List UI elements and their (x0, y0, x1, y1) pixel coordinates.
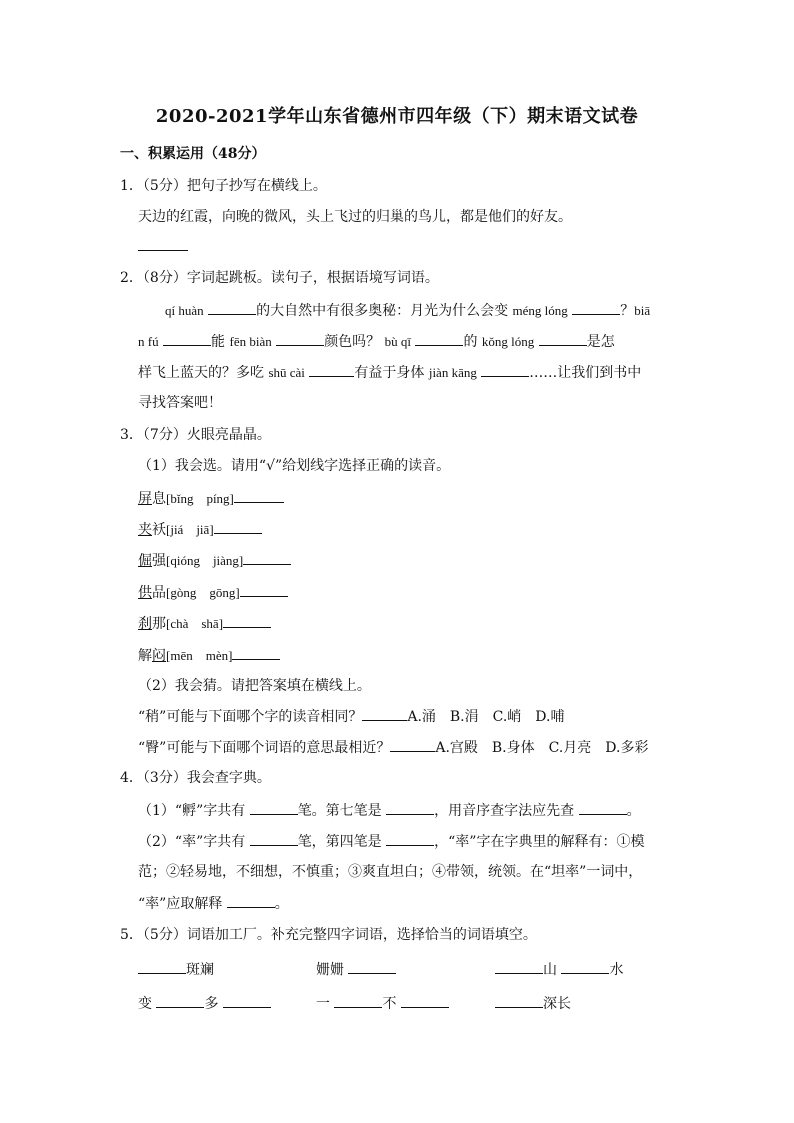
char: 那 (152, 616, 166, 632)
idiom-text: 斑斓 (186, 962, 214, 978)
answer-blank[interactable] (539, 331, 587, 346)
idiom-text: 不 (382, 996, 397, 1012)
underlined-char: 供 (138, 585, 152, 601)
sentence-text: 有益于身体 (354, 365, 425, 381)
answer-blank[interactable] (415, 331, 463, 346)
answer-blank[interactable] (232, 645, 280, 660)
question-text: （1）“孵”字共有 (138, 803, 246, 819)
question-text: 笔，第四笔是 (297, 834, 382, 850)
sentence-text: 样飞上蓝天的？多吃 (138, 365, 264, 381)
answer-blank[interactable] (138, 959, 186, 974)
q3-guess-2 (138, 737, 648, 758)
sentence-text: 是怎 (586, 334, 615, 350)
pronunciation-item (138, 645, 280, 666)
answer-blank[interactable] (223, 993, 271, 1008)
answer-blank[interactable] (163, 331, 211, 346)
q2-line-4: 寻找答案吧！ (138, 395, 222, 411)
idiom-text: 深长 (543, 996, 571, 1012)
pinyin-options: [gòng gōng] (166, 585, 240, 600)
idiom-text: 姗姗 (316, 962, 344, 978)
question-text: “率”应取解释 (138, 896, 223, 912)
answer-blank[interactable] (227, 893, 275, 908)
answer-blank[interactable] (250, 831, 298, 846)
q2-line-1 (165, 300, 650, 321)
question-text: 笔。第七笔是 (297, 803, 382, 819)
idiom-text: 水 (609, 962, 624, 978)
options: A.涌 B.涓 C.峭 D.哺 (407, 709, 565, 725)
char: 息 (152, 491, 166, 507)
question-text: “稍”可能与下面哪个字的读音相同？ (138, 709, 363, 725)
sentence-text: 颜色吗？ (324, 334, 381, 350)
sentence-text: ……让我们到书中 (529, 365, 642, 381)
idiom-text: 变 (138, 996, 152, 1012)
answer-blank[interactable] (579, 800, 627, 815)
pinyin-options: [mēn mèn] (166, 648, 233, 663)
question-text: “臀”可能与下面哪个词语的意思最相近？ (138, 740, 391, 756)
sentence-text: ？ (620, 303, 635, 319)
underlined-char: 屏 (138, 491, 152, 507)
pinyin: kǒng lóng (481, 334, 535, 349)
answer-blank[interactable] (334, 993, 382, 1008)
question-text: ，“率”字在字典里的解释有：①模 (434, 834, 645, 850)
idiom-item (138, 993, 271, 1014)
answer-blank[interactable] (390, 737, 435, 752)
answer-blank[interactable] (495, 959, 543, 974)
answer-blank[interactable] (401, 993, 449, 1008)
idiom-item (138, 959, 214, 980)
sentence-text: 能 (211, 334, 226, 350)
question-text: 。 (274, 896, 289, 912)
answer-blank[interactable] (240, 582, 288, 597)
answer-blank[interactable] (348, 959, 396, 974)
idiom-item (495, 993, 571, 1014)
answer-blank[interactable] (572, 300, 620, 315)
answer-blank[interactable] (223, 613, 271, 628)
pinyin: méng lóng (512, 303, 568, 318)
section-heading: 一、积累运用（48分） (120, 146, 266, 162)
answer-blank[interactable] (561, 959, 609, 974)
question-text: 。 (626, 803, 641, 819)
q4-sub1 (138, 800, 641, 821)
pronunciation-item (138, 550, 291, 571)
q4-sub2-line-2: 范；②轻易地，不细想，不慎重；③爽直坦白；④带领，统领。在“坦率”一词中， (138, 864, 643, 880)
pronunciation-item (138, 488, 284, 509)
q1-heading: 1．（5分）把句子抄写在横线上。 (120, 178, 327, 194)
answer-blank[interactable] (208, 300, 256, 315)
q3-heading: 3．（7分）火眼亮晶晶。 (120, 427, 271, 443)
answer-blank[interactable] (276, 331, 324, 346)
answer-blank[interactable] (234, 488, 284, 503)
pronunciation-item (138, 613, 271, 634)
answer-blank[interactable] (386, 831, 434, 846)
page-title: 2020-2021学年山东省德州市四年级（下）期末语文试卷 (155, 106, 639, 127)
answer-blank[interactable] (243, 550, 291, 565)
pinyin: shū cài (268, 365, 305, 380)
answer-blank[interactable] (250, 800, 298, 815)
pinyin-options: [bǐng píng] (166, 491, 234, 506)
pronunciation-item (138, 582, 288, 603)
underlined-char: 刹 (138, 616, 152, 632)
underlined-char: 闷 (152, 648, 166, 664)
q1-answer-line[interactable] (138, 236, 188, 257)
idiom-text: 山 (543, 962, 557, 978)
char: 强 (152, 553, 166, 569)
idiom-item (316, 993, 449, 1014)
answer-blank[interactable] (495, 993, 543, 1008)
q1-sentence: 天边的红霞，向晚的微风，头上飞过的归巢的鸟儿，都是他们的好友。 (138, 209, 572, 225)
idiom-text: 多 (204, 996, 219, 1012)
q5-heading: 5．（5分）词语加工厂。补充完整四字词语，选择恰当的词语填空。 (120, 927, 537, 943)
idiom-item (495, 959, 623, 980)
q3-sub1: （1）我会选。请用“√”给划线字选择正确的读音。 (138, 458, 451, 474)
pinyin-options: [jiá jiā] (166, 522, 214, 537)
q3-guess-1 (138, 706, 564, 727)
pinyin: qí huàn (165, 303, 204, 318)
idiom-item (316, 959, 396, 980)
sentence-text: 的大自然中有很多奥秘：月光为什么会变 (256, 303, 509, 319)
q3-sub2: （2）我会猜。请把答案填在横线上。 (138, 678, 371, 694)
q2-line-2 (138, 331, 615, 352)
idiom-text: 一 (316, 996, 330, 1012)
q4-sub2-line-3 (138, 893, 289, 914)
pinyin: jiàn kāng (428, 365, 477, 380)
q2-heading: 2．（8分）字词起跳板。读句子，根据语境写词语。 (120, 270, 439, 286)
question-text: ，用音序查字法应先查 (434, 803, 575, 819)
answer-blank[interactable] (362, 706, 407, 721)
sentence-text: 的 (463, 334, 478, 350)
char: 品 (152, 585, 166, 601)
q4-heading: 4．（3分）我会查字典。 (120, 770, 271, 786)
answer-blank[interactable] (309, 362, 354, 377)
pronunciation-item (138, 519, 262, 540)
answer-blank[interactable] (214, 519, 262, 534)
underlined-char: 夹 (138, 522, 152, 538)
pinyin: fēn biàn (229, 334, 272, 349)
pinyin: biā (634, 303, 651, 318)
q2-line-3 (138, 362, 641, 383)
question-text: （2）“率”字共有 (138, 834, 246, 850)
q4-sub2-line-1 (138, 831, 644, 852)
answer-blank[interactable] (138, 236, 188, 251)
pinyin-options: [qióng jiàng] (166, 553, 244, 568)
pinyin-options: [chà shā] (166, 616, 224, 631)
underlined-char: 倔 (138, 553, 152, 569)
answer-blank[interactable] (156, 993, 204, 1008)
pinyin: bù qī (384, 334, 412, 349)
char: 袄 (152, 522, 166, 538)
options: A.宫殿 B.身体 C.月亮 D.多彩 (435, 740, 649, 756)
pinyin: n fú (138, 334, 159, 349)
char: 解 (138, 648, 152, 664)
answer-blank[interactable] (386, 800, 434, 815)
answer-blank[interactable] (481, 362, 529, 377)
